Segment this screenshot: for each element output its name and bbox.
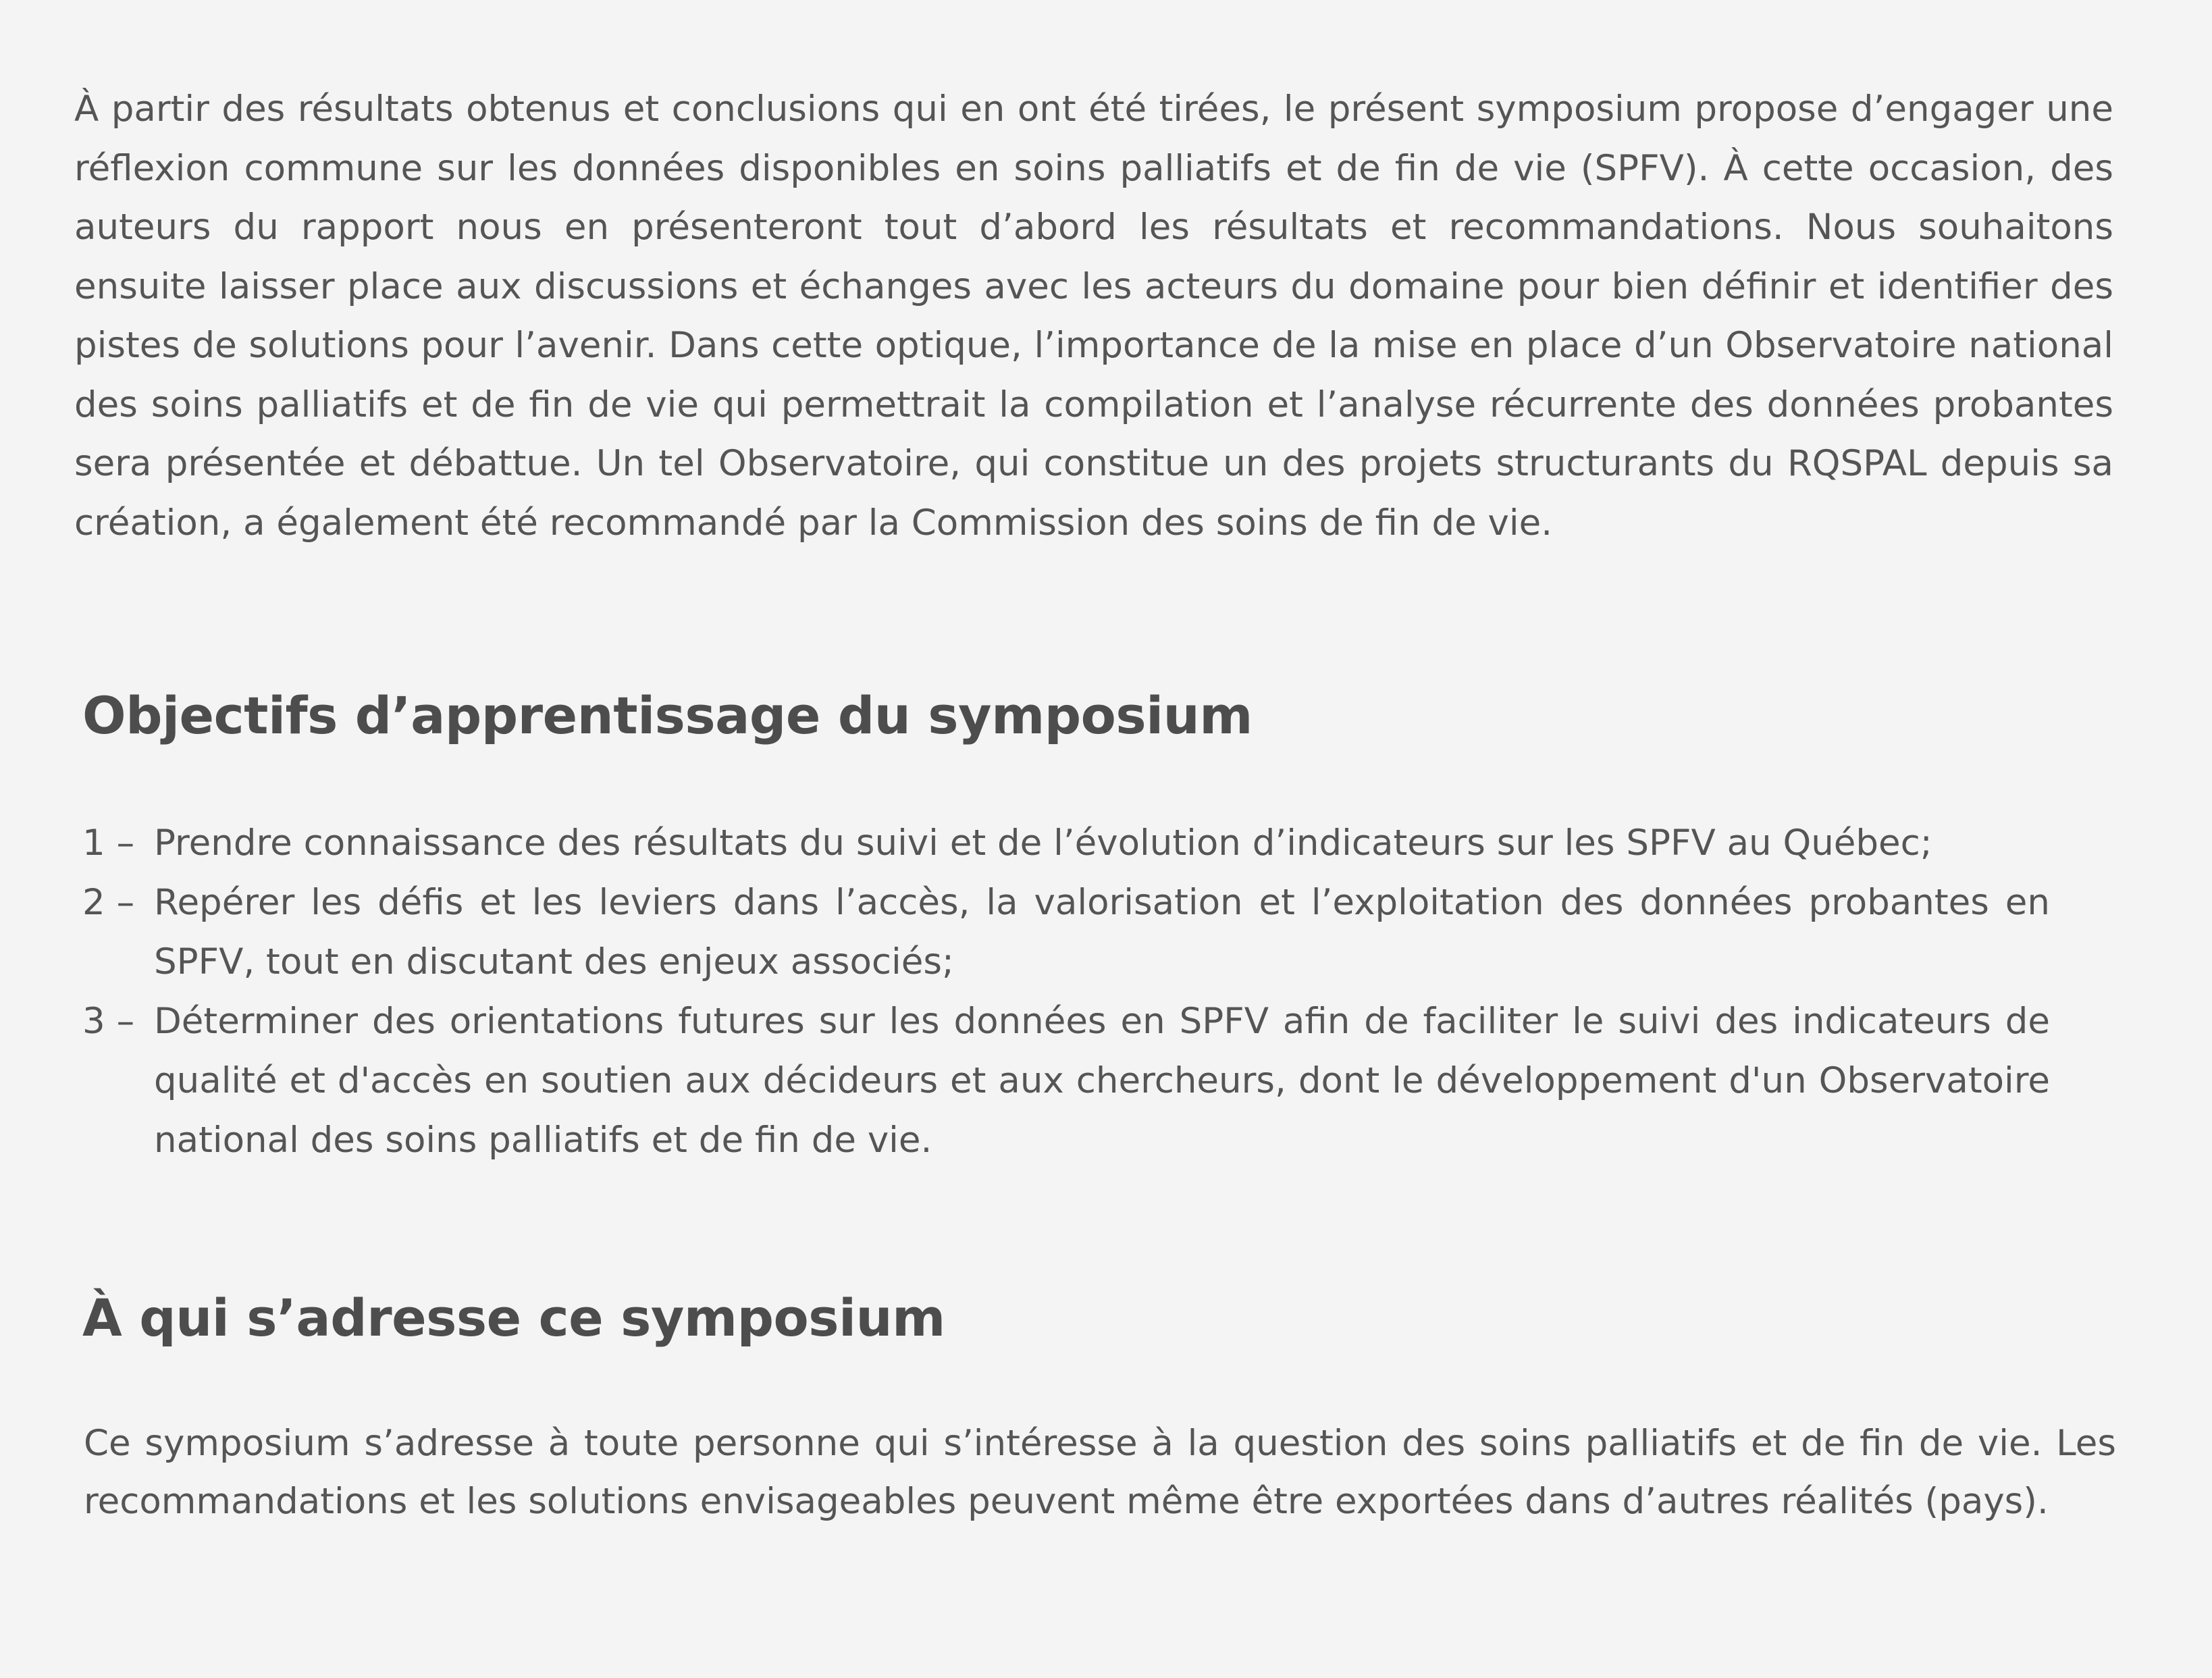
objectives-heading: Objectifs d’apprentissage du symposium bbox=[82, 685, 1253, 745]
objective-item bbox=[82, 814, 2050, 873]
objective-number: 2 – bbox=[82, 882, 135, 923]
objective-number: 3 – bbox=[82, 1001, 135, 1042]
audience-paragraph: Ce symposium s’adresse à toute personne qui s’intéresse à la question des soins palliatifs et de fin de vie. Les recommandations et les solutions envisageables peuvent même être exportées dans d’autres réalités (pays). bbox=[84, 1423, 2116, 1522]
objectives-list bbox=[82, 814, 2050, 1170]
audience-heading: À qui s’adresse ce symposium bbox=[82, 1288, 945, 1348]
intro-paragraph: À partir des résultats obtenus et conclusions qui en ont été tirées, le présent symposium propose d’engager une réflexion commune sur les données disponibles en soins palliatifs et de fin de vie (SPFV). À cette occasion, des auteurs du rapport nous en présenteront tout d’abord les résultats et recommandations. Nous souhaitons ensuite laisser place aux discussions et échanges avec les acteurs du domaine pour bien définir et identifier des pistes de solutions pour l’avenir. Dans cette optique, l’importance de la mise en place d’un Observatoire national des soins palliatifs et de fin de vie qui permettrait la compilation et l’analyse récurrente des données probantes sera présentée et débattue. Un tel Observatoire, qui constitue un des projets structurants du RQSPAL depuis sa création, a également été recommandé par la Commission des soins de fin de vie. bbox=[74, 88, 2113, 544]
objective-item bbox=[82, 873, 2050, 992]
objective-text: Repérer les défis et les leviers dans l’accès, la valorisation et l’exploitation des données probantes en SPFV, tout en discutant des enjeux associés; bbox=[154, 882, 2050, 982]
objective-text: Prendre connaissance des résultats du suivi et de l’évolution d’indicateurs sur les SPFV au Québec; bbox=[154, 822, 1932, 864]
objective-text: Déterminer des orientations futures sur les données en SPFV afin de faciliter le suivi des indicateurs de qualité et d'accès en soutien aux décideurs et aux chercheurs, dont le développement d'un Observatoire national des soins palliatifs et de fin de vie. bbox=[154, 1001, 2050, 1161]
objective-number: 1 – bbox=[82, 822, 135, 864]
objective-item bbox=[82, 992, 2050, 1170]
